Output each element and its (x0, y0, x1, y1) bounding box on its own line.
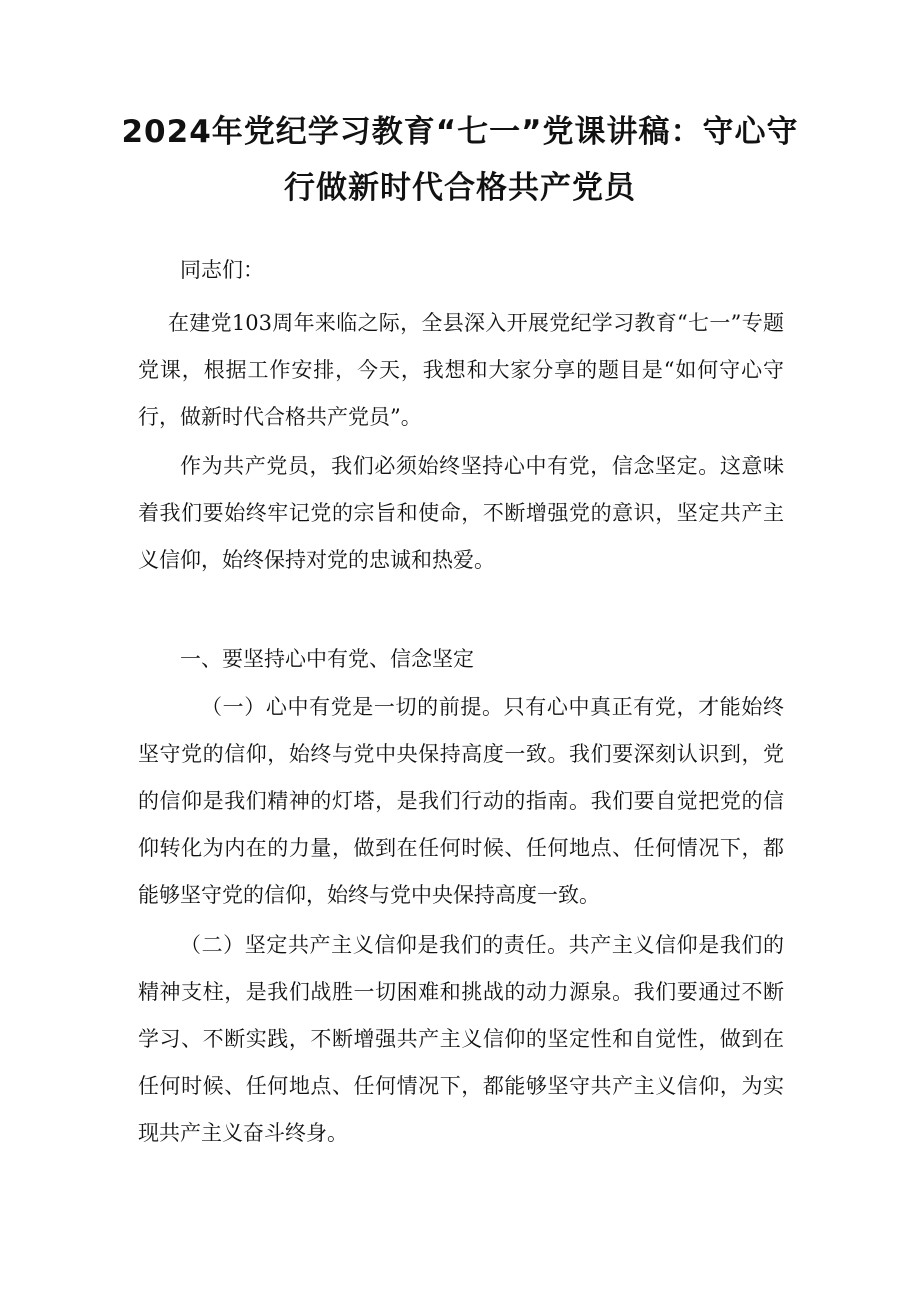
section-heading-1: 一、要坚持心中有党、信念坚定 (180, 647, 474, 671)
paragraph-intro: 在建党103周年来临之际，全县深入开展党纪学习教育“七一”专题党课，根据工作安排，今天，我想和大家分享的题目是“如何守心守行，做新时代合格共产党员”。 (138, 311, 784, 429)
sub-paragraph-1: （一）心中有党是一切的前提。只有心中真正有党，才能始终坚守党的信仰，始终与党中央保持高度一致。我们要深刻认识到，党的信仰是我们精神的灯塔，是我们行动的指南。我们要自觉把党的信仰转化为内在的力量，做到在任何时候、任何地点、任何情况下，都能够坚守党的信仰，始终与党中央保持高度一致。 (138, 695, 784, 907)
document-title: 2024年党纪学习教育“七一”党课讲稿：守心守行做新时代合格共产党员 (121, 114, 799, 206)
paragraph-belief: 作为共产党员，我们必须始终坚持心中有党，信念坚定。这意味着我们要始终牢记党的宗旨和使命，不断增强党的意识，坚定共产主义信仰，始终保持对党的忠诚和热爱。 (138, 454, 784, 572)
salutation: 同志们： (180, 258, 264, 282)
sub-paragraph-2: （二）坚定共产主义信仰是我们的责任。共产主义信仰是我们的精神支柱，是我们战胜一切困难和挑战的动力源泉。我们要通过不断学习、不断实践，不断增强共产主义信仰的坚定性和自觉性，做到在任何时候、任何地点、任何情况下，都能够坚守共产主义信仰，为实现共产主义奋斗终身。 (138, 933, 784, 1145)
